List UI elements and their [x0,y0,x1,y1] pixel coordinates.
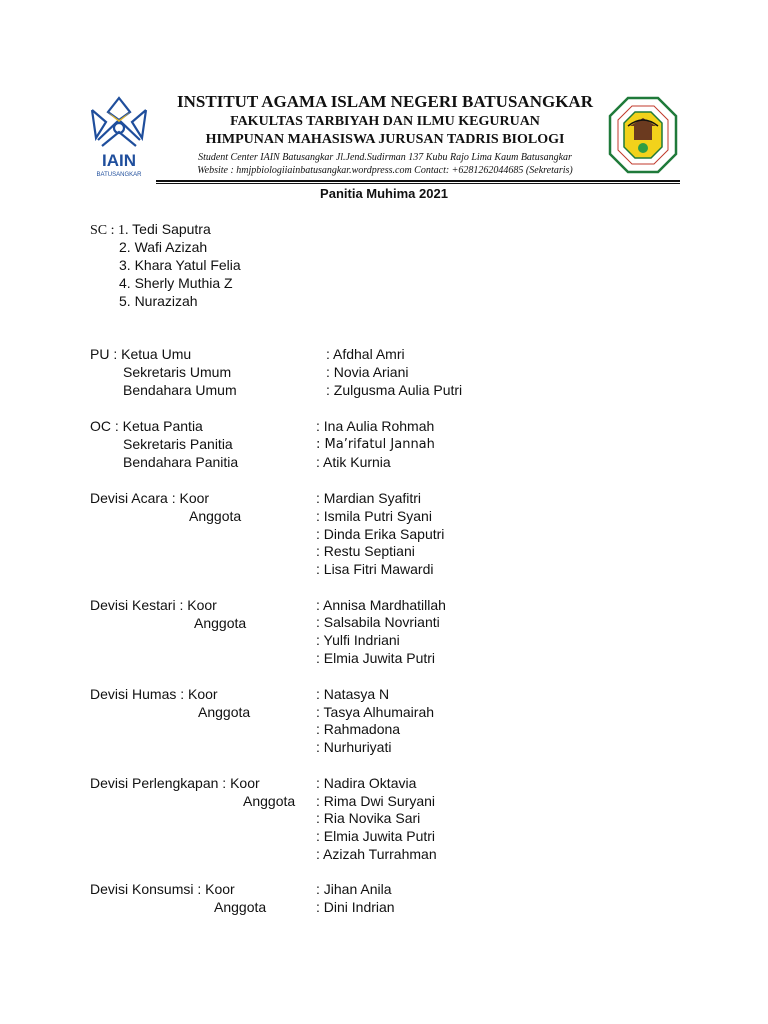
header-divider [156,180,680,182]
division-anggota-label: Anggota [189,508,242,524]
division-anggota-label: Anggota [198,704,251,720]
oc-row [90,418,203,435]
division-koor-label: Devisi Kestari : Koor [90,597,217,613]
header-divider-thin [156,183,680,184]
pu-role: Bendahara Umum [123,382,237,398]
division-member: : Tasya Alhumairah [316,704,435,720]
oc-name: : Ma’rifatul Jannah [316,437,435,452]
division-member: : Lisa Fitri Mawardi [316,561,434,577]
division-member: : Annisa Mardhatillah [316,597,446,613]
division-member: : Ria Novika Sari [316,810,421,826]
sc-member: 4. Sherly Muthia Z [119,275,233,291]
pu-row [90,346,191,363]
organization-name: HIMPUNAN MAHASISWA JURUSAN TADRIS BIOLOGI [205,132,565,147]
website-contact-line: Website : hmjpbiologiiainbatusangkar.wordpress.com Contact: +6281262044685 (Sekretaris) [197,165,573,176]
division-member: : Yulfi Indriani [316,632,400,648]
division-member: : Jihan Anila [316,881,392,897]
division-member: : Salsabila Novrianti [316,614,440,630]
pu-name: : Zulgusma Aulia Putri [326,382,463,398]
sc-first-number: 1. [118,223,129,238]
pu-role: Sekretaris Umum [123,364,232,380]
division-koor-label: Devisi Acara : Koor [90,490,210,506]
oc-name: : Ina Aulia Rohmah [316,418,435,434]
division-member: : Nurhuriyati [316,739,392,755]
iain-logo [86,92,152,180]
division-member: : Ismila Putri Syani [316,508,432,524]
pu-name: : Afdhal Amri [326,346,405,362]
division-koor-label: Devisi Perlengkapan : Koor [90,775,260,791]
sc-member: 3. Khara Yatul Felia [119,257,241,273]
institution-name: INSTITUT AGAMA ISLAM NEGERI BATUSANGKAR [177,92,593,111]
division-member: : Rahmadona [316,721,401,737]
oc-role: Sekretaris Panitia [123,436,233,452]
oc-role: Ketua Pantia [122,418,203,434]
division-member: : Elmia Juwita Putri [316,828,436,844]
division-anggota-label: Anggota [243,793,296,809]
document-title: Panitia Muhima 2021 [320,186,448,201]
sc-first-name: Tedi Saputra [128,221,211,237]
address-line: Student Center IAIN Batusangkar Jl.Jend.Sudirman 137 Kubu Rajo Lima Kaum Batusangkar [198,152,572,163]
division-anggota-label: Anggota [194,615,247,631]
division-member: : Natasya N [316,686,390,702]
division-member: : Nadira Oktavia [316,775,417,791]
division-anggota-label: Anggota [214,899,267,915]
sc-section [90,221,211,239]
faculty-name: FAKULTAS TARBIYAH DAN ILMU KEGURUAN [230,114,540,129]
division-member: : Mardian Syafitri [316,490,422,506]
sc-label: SC : [90,223,119,238]
division-member: : Rima Dwi Suryani [316,793,436,809]
pu-name: : Novia Ariani [326,364,409,380]
oc-name: : Atik Kurnia [316,454,391,470]
division-member: : Azizah Turrahman [316,846,437,862]
division-member: : Dinda Erika Saputri [316,526,445,542]
division-koor-label: Devisi Humas : Koor [90,686,218,702]
oc-role: Bendahara Panitia [123,454,239,470]
sc-member: 5. Nurazizah [119,293,198,309]
oc-prefix: OC : [90,418,123,434]
division-member: : Restu Septiani [316,543,415,559]
logo-text: IAIN [102,151,136,170]
division-koor-label: Devisi Konsumsi : Koor [90,881,235,897]
logo-subtext: BATUSANGKAR [96,172,142,178]
pu-role: Ketua Umu [121,346,192,362]
pu-prefix: PU : [90,346,122,362]
sc-member: 2. Wafi Azizah [119,239,208,255]
division-member: : Dini Indrian [316,899,395,915]
division-member: : Elmia Juwita Putri [316,650,436,666]
